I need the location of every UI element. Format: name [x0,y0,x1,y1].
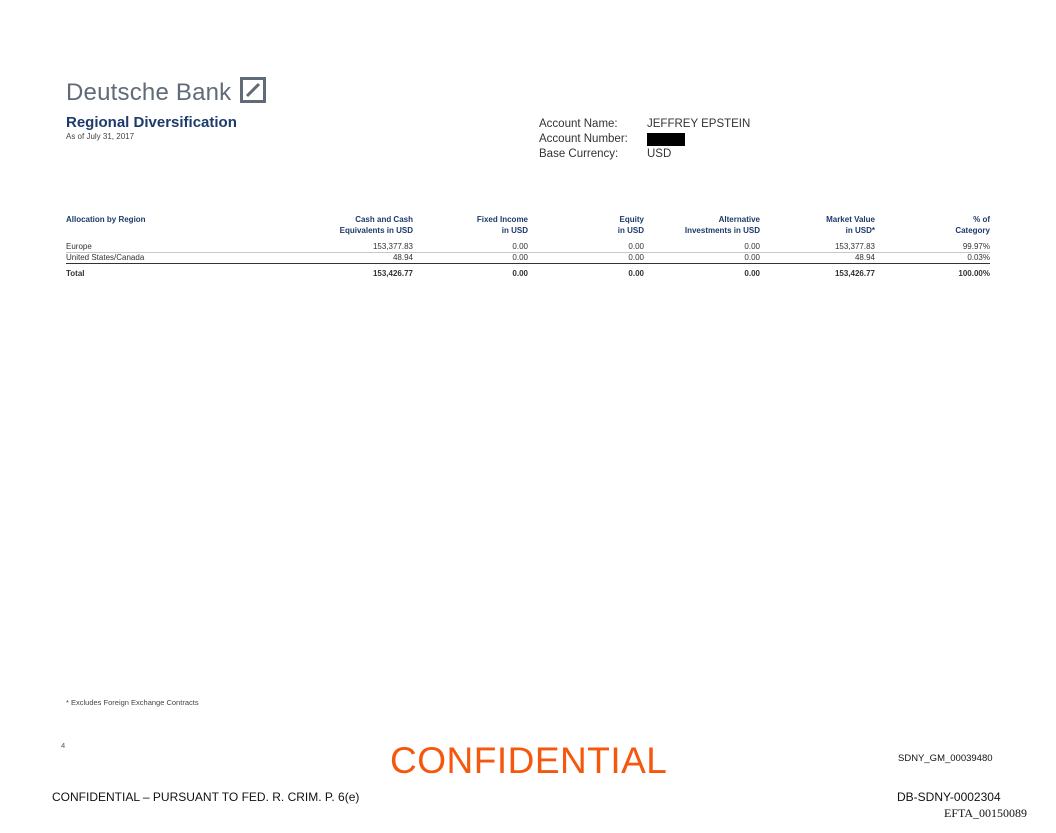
account-name-label: Account Name: [539,118,618,130]
total-cash: 153,426.77 [372,269,413,278]
total-alternative: 0.00 [744,269,760,278]
col-header-equity: Equity in USD [617,215,644,235]
total-label: Total [66,269,85,278]
col-header-fixed-income: Fixed Income in USD [476,215,528,235]
fixed-income-cell: 0.00 [413,253,528,264]
market-value-cell: 48.94 [760,253,875,264]
total-fixed-income: 0.00 [512,269,528,278]
as-of-date: As of July 31, 2017 [66,132,135,141]
alternative-cell: 0.00 [644,242,760,253]
total-equity: 0.00 [628,269,644,278]
base-currency-label: Base Currency: [539,148,619,160]
base-currency-row [539,147,750,162]
db-sdny-bates-number: DB-SDNY-0002304 [897,790,1001,804]
grand-jury-notice: CONFIDENTIAL – PURSUANT TO FED. R. CRIM. P. 6(e) [52,790,360,804]
deutsche-bank-logo [66,79,266,105]
confidential-stamp: CONFIDENTIAL [390,740,668,781]
account-info [539,117,750,162]
col-header-pct-category: % of Category [955,215,990,235]
account-number-label: Account Number: [539,133,628,145]
pct-category-cell: 0.03% [875,253,990,264]
allocation-table [66,214,990,280]
cash-cell: 153,377.83 [246,242,413,253]
pct-category-cell: 99.97% [875,242,990,253]
equity-cell: 0.00 [528,253,644,264]
total-pct-category: 100.00% [958,269,990,278]
col-header-market-value: Market Value in USD* [826,215,875,235]
account-name-value: JEFFREY EPSTEIN [647,118,751,130]
efta-bates-number: EFTA_00150089 [944,806,1028,820]
total-row [66,264,990,281]
account-number-redaction [647,133,685,146]
market-value-cell: 153,377.83 [760,242,875,253]
table-row [66,242,990,253]
brand-name: Deutsche Bank [66,79,232,106]
region-cell: United States/Canada [66,253,246,264]
table-row [66,253,990,264]
col-header-alternative: Alternative Investments in USD [684,215,760,235]
report-title: Regional Diversification [66,114,237,131]
alternative-cell: 0.00 [644,253,760,264]
col-header-cash: Cash and Cash Equivalents in USD [339,215,413,235]
region-cell: Europe [66,242,246,253]
cash-cell: 48.94 [246,253,413,264]
table-header-row [66,214,990,242]
fixed-income-cell: 0.00 [413,242,528,253]
base-currency-value: USD [647,148,672,160]
account-name-row [539,117,750,132]
total-market-value: 153,426.77 [834,269,875,278]
col-header-region: Allocation by Region [66,215,146,224]
equity-cell: 0.00 [528,242,644,253]
db-slash-logo-icon [240,77,266,103]
account-number-row [539,132,750,147]
footnote: * Excludes Foreign Exchange Contracts [66,698,199,707]
sdny-bates-number: SDNY_GM_00039480 [898,753,993,764]
page-number: 4 [61,741,66,750]
